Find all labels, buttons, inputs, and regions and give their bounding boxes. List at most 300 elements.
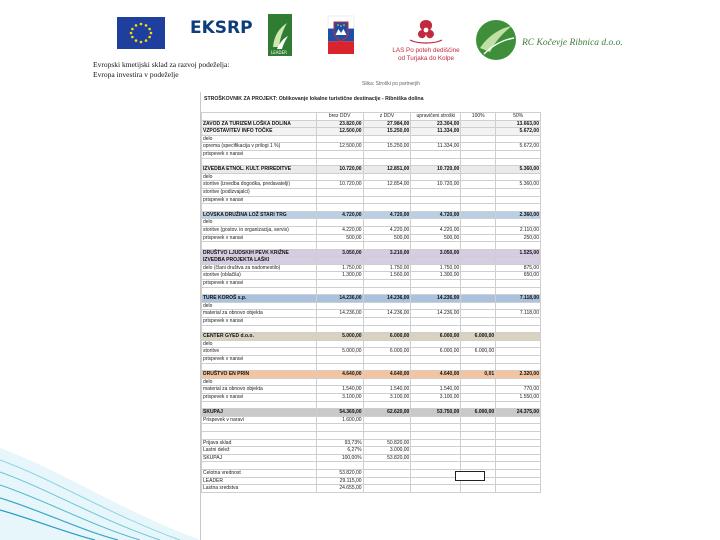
- table-cell: [411, 188, 461, 196]
- table-cell: [411, 196, 461, 204]
- table-cell: 14.236,00: [411, 310, 461, 318]
- slovenia-coat-of-arms-logo: [328, 16, 354, 54]
- table-cell: [363, 219, 411, 227]
- outlined-cell: [455, 471, 485, 481]
- table-cell: 1.540,00: [316, 386, 363, 394]
- table-cell: 4.720,00: [363, 211, 411, 219]
- table-cell: 1.600,00: [316, 416, 363, 424]
- table-cell: 100,00%: [316, 454, 363, 462]
- table-cell: [316, 173, 363, 181]
- table-cell: [363, 280, 411, 288]
- table-cell: [496, 378, 541, 386]
- table-cell: [363, 150, 411, 158]
- table-cell: [411, 204, 461, 212]
- rc-kocevje-ribnica-logo: [474, 18, 634, 62]
- table-cell: 3.210,00: [363, 249, 411, 257]
- table-cell: 10.720,00: [316, 181, 363, 189]
- table-section-row: [202, 249, 541, 257]
- table-cell: [316, 356, 363, 364]
- table-row: [202, 204, 541, 212]
- table-cell: 14.236,00: [316, 295, 363, 303]
- table-cell: 11.334,00: [411, 128, 461, 136]
- table-cell: 53.820,00: [316, 469, 363, 477]
- table-cell: 5.000,00: [316, 333, 363, 341]
- table-cell: delo: [202, 378, 317, 386]
- table-cell: [202, 242, 317, 250]
- table-cell: DRUŠTVO LJUDSKIH PEVK KRIŽNE: [202, 249, 317, 257]
- table-cell: 6.000,00: [411, 333, 461, 341]
- table-section-row: [202, 120, 541, 128]
- table-cell: [461, 401, 496, 409]
- table-cell: [461, 295, 496, 303]
- table-cell: 3.050,00: [316, 249, 363, 257]
- eksrp-logo: [190, 18, 253, 42]
- table-cell: [411, 363, 461, 371]
- slogan-line-2: Evropa investira v podeželje: [93, 70, 179, 79]
- decorative-waves: [0, 430, 200, 540]
- table-header-row: [202, 113, 541, 121]
- table-cell: [363, 363, 411, 371]
- table-cell: [411, 340, 461, 348]
- table-cell: [363, 356, 411, 364]
- table-cell: [461, 249, 496, 257]
- table-cell: [496, 242, 541, 250]
- table-cell: [496, 333, 541, 341]
- table-cell: 6.000,00: [461, 409, 496, 417]
- table-cell: [496, 356, 541, 364]
- table-cell: 4.720,00: [411, 211, 461, 219]
- table-row: [202, 378, 541, 386]
- table-cell: [363, 431, 411, 439]
- table-cell: [316, 188, 363, 196]
- table-row: [202, 287, 541, 295]
- table-cell: [316, 325, 363, 333]
- table-cell: [461, 386, 496, 394]
- table-cell: [202, 287, 317, 295]
- las-po-poteh-dediscine-logo: [392, 14, 460, 66]
- table-row: [202, 135, 541, 143]
- table-cell: 500,00: [363, 234, 411, 242]
- table-row: [202, 272, 541, 280]
- table-cell: [363, 485, 411, 493]
- table-cell: prispevek v naravi: [202, 356, 317, 364]
- table-cell: LOVSKA DRUŽINA LOŽ STARI TRG: [202, 211, 317, 219]
- table-cell: [411, 257, 461, 265]
- table-cell: 1.525,00: [496, 249, 541, 257]
- table-cell: [496, 431, 541, 439]
- table-cell: [496, 325, 541, 333]
- table-row: [202, 485, 541, 493]
- table-cell: [411, 439, 461, 447]
- table-section-row: [202, 128, 541, 136]
- table-section-row: [202, 333, 541, 341]
- table-cell: [496, 469, 541, 477]
- table-row: [202, 234, 541, 242]
- table-row: [202, 196, 541, 204]
- table-cell: TURE KOROŠ s.p.: [202, 295, 317, 303]
- table-cell: [496, 439, 541, 447]
- table-cell: [461, 257, 496, 265]
- table-section-row: [202, 409, 541, 417]
- table-cell: [411, 401, 461, 409]
- rc-logo-text: RC Kočevje Ribnica d.o.o.: [522, 38, 623, 48]
- table-cell: 10.720,00: [411, 166, 461, 174]
- sheet-title: STROŠKOVNIK ZA PROJEKT: Oblikovanje lokalne turistične destinacije - Ribniška dolina: [204, 96, 424, 102]
- table-row: [202, 431, 541, 439]
- table-cell: [316, 158, 363, 166]
- table-cell: 15.250,00: [363, 143, 411, 151]
- table-cell: [411, 302, 461, 310]
- table-cell: 5.360,00: [496, 166, 541, 174]
- table-cell: [316, 363, 363, 371]
- table-cell: [496, 135, 541, 143]
- table-cell: Prispevek v naravi: [202, 416, 317, 424]
- table-row: [202, 439, 541, 447]
- table-cell: 23.304,00: [411, 120, 461, 128]
- table-cell: [363, 340, 411, 348]
- table-cell: 6,27%: [316, 447, 363, 455]
- table-row: [202, 280, 541, 288]
- table-row: [202, 318, 541, 326]
- table-cell: [411, 173, 461, 181]
- table-cell: 6.000,00: [461, 333, 496, 341]
- table-section-row: [202, 211, 541, 219]
- table-cell: [461, 454, 496, 462]
- table-cell: storitve (oblačila): [202, 272, 317, 280]
- table-row: [202, 158, 541, 166]
- table-cell: 53.820,00: [363, 454, 411, 462]
- table-cell: [411, 287, 461, 295]
- table-cell: [316, 280, 363, 288]
- table-cell: 54.369,00: [316, 409, 363, 417]
- eksrp-logo-text: EKSRP: [190, 18, 253, 38]
- table-cell: [461, 310, 496, 318]
- table-cell: [496, 340, 541, 348]
- table-cell: [202, 401, 317, 409]
- table-cell: 1.750,00: [363, 264, 411, 272]
- table-cell: 4.220,00: [316, 226, 363, 234]
- table-cell: 14.236,00: [411, 295, 461, 303]
- spreadsheet-image: [200, 92, 541, 540]
- table-cell: [202, 363, 317, 371]
- table-cell: 15.250,00: [363, 128, 411, 136]
- table-cell: 2.320,00: [496, 371, 541, 379]
- table-row: [202, 447, 541, 455]
- table-cell: [461, 363, 496, 371]
- table-cell: [363, 325, 411, 333]
- table-row: [202, 226, 541, 234]
- table-cell: CENTER GYED d.o.o.: [202, 333, 317, 341]
- table-cell: [316, 378, 363, 386]
- table-cell: [461, 166, 496, 174]
- table-cell: [461, 318, 496, 326]
- table-section-row: [202, 257, 541, 265]
- table-cell: [461, 196, 496, 204]
- table-cell: [461, 211, 496, 219]
- table-cell: 5.000,00: [316, 348, 363, 356]
- table-row: [202, 181, 541, 189]
- table-cell: [461, 416, 496, 424]
- table-cell: VZPOSTAVITEV INFO TOČKE: [202, 128, 317, 136]
- table-section-row: [202, 166, 541, 174]
- table-cell: [461, 128, 496, 136]
- table-cell: delo (člani društva za nadomestilo): [202, 264, 317, 272]
- table-row: [202, 363, 541, 371]
- table-cell: delo: [202, 219, 317, 227]
- table-row: [202, 462, 541, 470]
- table-cell: 500,00: [411, 234, 461, 242]
- table-cell: 4.220,00: [411, 226, 461, 234]
- table-cell: [496, 454, 541, 462]
- table-cell: [496, 173, 541, 181]
- table-cell: [461, 188, 496, 196]
- table-cell: [461, 143, 496, 151]
- table-cell: [411, 416, 461, 424]
- table-cell: 3.100,00: [316, 393, 363, 401]
- table-cell: 3.050,00: [411, 249, 461, 257]
- table-cell: [496, 196, 541, 204]
- table-row: [202, 242, 541, 250]
- table-cell: [411, 219, 461, 227]
- table-cell: 3.100,00: [363, 393, 411, 401]
- table-cell: delo: [202, 173, 317, 181]
- table-cell: [461, 204, 496, 212]
- table-row: [202, 477, 541, 485]
- table-cell: 14.236,00: [363, 310, 411, 318]
- table-header-cell: z DDV: [363, 113, 411, 121]
- table-cell: delo: [202, 302, 317, 310]
- table-cell: [411, 477, 461, 485]
- table-cell: [411, 318, 461, 326]
- table-cell: [411, 469, 461, 477]
- table-cell: [411, 424, 461, 432]
- table-row: [202, 188, 541, 196]
- table-cell: [461, 280, 496, 288]
- slogan-line-1: Evropski kmetijski sklad za razvoj podeželja:: [93, 60, 230, 69]
- table-cell: [316, 150, 363, 158]
- table-cell: 2.360,00: [496, 211, 541, 219]
- table-cell: 12.500,00: [316, 128, 363, 136]
- table-cell: [461, 158, 496, 166]
- table-cell: [461, 439, 496, 447]
- table-row: [202, 393, 541, 401]
- table-cell: 4.640,00: [316, 371, 363, 379]
- table-cell: prispevek v naravi: [202, 393, 317, 401]
- table-cell: [461, 340, 496, 348]
- table-cell: [363, 257, 411, 265]
- table-cell: 12.854,00: [363, 181, 411, 189]
- table-cell: [363, 318, 411, 326]
- table-cell: SKUPAJ: [202, 454, 317, 462]
- table-cell: 14.236,00: [316, 310, 363, 318]
- table-cell: [363, 188, 411, 196]
- table-cell: [363, 196, 411, 204]
- table-cell: [363, 462, 411, 470]
- table-cell: prispevek v naravi: [202, 196, 317, 204]
- table-cell: [316, 431, 363, 439]
- table-cell: [461, 135, 496, 143]
- table-cell: [411, 454, 461, 462]
- table-cell: [363, 401, 411, 409]
- table-cell: material za obnovo objekta: [202, 310, 317, 318]
- table-cell: [411, 462, 461, 470]
- table-cell: [316, 287, 363, 295]
- table-row: [202, 219, 541, 227]
- table-cell: 5.672,00: [496, 143, 541, 151]
- eu-flag-logo: [117, 17, 165, 49]
- las-logo-text-line1: LAS Po poteh dediščine: [392, 47, 460, 54]
- table-cell: [363, 302, 411, 310]
- table-cell: [411, 150, 461, 158]
- table-cell: [411, 378, 461, 386]
- table-cell: 1.300,00: [316, 272, 363, 280]
- table-row: [202, 469, 541, 477]
- document-caption: Slika: Stroški po partnerjih: [362, 81, 421, 87]
- table-row: [202, 416, 541, 424]
- table-cell: Lastni delež: [202, 447, 317, 455]
- table-cell: [202, 462, 317, 470]
- table-cell: [461, 120, 496, 128]
- table-cell: prispevek v naravi: [202, 234, 317, 242]
- table-cell: 12.851,00: [363, 166, 411, 174]
- table-row: [202, 302, 541, 310]
- table-header-cell: 100%: [461, 113, 496, 121]
- table-cell: 2.110,00: [496, 226, 541, 234]
- table-row: [202, 424, 541, 432]
- table-row: [202, 310, 541, 318]
- table-cell: [496, 462, 541, 470]
- table-cell: 10.720,00: [316, 166, 363, 174]
- table-cell: [496, 485, 541, 493]
- table-cell: storitve (izvedba dogodka, predavatelji): [202, 181, 317, 189]
- table-cell: [411, 158, 461, 166]
- table-cell: [316, 257, 363, 265]
- table-cell: [496, 219, 541, 227]
- table-cell: [411, 447, 461, 455]
- table-cell: [202, 325, 317, 333]
- table-cell: [461, 393, 496, 401]
- table-cell: [461, 264, 496, 272]
- table-cell: oprema (specifikacija v prilogi 1 %): [202, 143, 317, 151]
- table-cell: delo: [202, 340, 317, 348]
- table-row: [202, 143, 541, 151]
- table-cell: [461, 462, 496, 470]
- table-cell: [316, 424, 363, 432]
- table-cell: 4.220,00: [363, 226, 411, 234]
- table-cell: [461, 242, 496, 250]
- table-cell: [461, 356, 496, 364]
- table-cell: 6.000,00: [461, 348, 496, 356]
- table-cell: [461, 173, 496, 181]
- table-cell: 250,00: [496, 234, 541, 242]
- table-cell: [496, 477, 541, 485]
- table-cell: 0,01: [461, 371, 496, 379]
- table-cell: [496, 348, 541, 356]
- table-cell: [496, 280, 541, 288]
- table-cell: 1.300,00: [411, 272, 461, 280]
- table-cell: [496, 424, 541, 432]
- table-cell: [363, 158, 411, 166]
- table-cell: [461, 302, 496, 310]
- table-cell: 1.750,00: [316, 264, 363, 272]
- table-cell: 11.334,00: [411, 143, 461, 151]
- table-cell: IZVEDBA PROJEKTA LAŠKI: [202, 257, 317, 265]
- table-cell: 770,00: [496, 386, 541, 394]
- table-cell: 7.118,00: [496, 310, 541, 318]
- table-cell: [316, 219, 363, 227]
- table-row: [202, 264, 541, 272]
- table-cell: [461, 485, 496, 493]
- table-cell: 6.000,00: [363, 348, 411, 356]
- las-logo-text-line2: od Turjaka do Kolpe: [397, 55, 455, 62]
- table-cell: 875,00: [496, 264, 541, 272]
- table-cell: [496, 447, 541, 455]
- table-cell: 7.118,00: [496, 295, 541, 303]
- table-cell: [496, 401, 541, 409]
- table-cell: [496, 416, 541, 424]
- table-cell: [202, 431, 317, 439]
- table-cell: [316, 401, 363, 409]
- table-cell: 53.750,00: [411, 409, 461, 417]
- table-cell: 1.550,00: [496, 393, 541, 401]
- table-cell: [316, 318, 363, 326]
- table-row: [202, 454, 541, 462]
- table-cell: [496, 204, 541, 212]
- table-cell: 12.500,00: [316, 143, 363, 151]
- table-cell: 4.640,00: [363, 371, 411, 379]
- table-cell: [411, 242, 461, 250]
- table-cell: [461, 226, 496, 234]
- table-cell: 1.750,00: [411, 264, 461, 272]
- table-row: [202, 173, 541, 181]
- table-cell: [411, 431, 461, 439]
- table-cell: [496, 363, 541, 371]
- table-cell: 6.000,00: [411, 348, 461, 356]
- table-cell: Prijava sklad: [202, 439, 317, 447]
- table-cell: LEADER: [202, 477, 317, 485]
- table-cell: ZAVOD ZA TURIZEM LOŠKA DOLINA: [202, 120, 317, 128]
- table-cell: [496, 302, 541, 310]
- table-cell: [363, 416, 411, 424]
- table-cell: [461, 447, 496, 455]
- table-cell: IZVEDBA ETNOL. KULT. PRIREDITVE: [202, 166, 317, 174]
- table-cell: [363, 135, 411, 143]
- table-cell: [363, 469, 411, 477]
- table-cell: delo: [202, 135, 317, 143]
- table-cell: 24.375,00: [496, 409, 541, 417]
- table-cell: [496, 257, 541, 265]
- table-cell: [202, 204, 317, 212]
- table-cell: 5.672,00: [496, 128, 541, 136]
- table-header-cell: 50%: [496, 113, 541, 121]
- leader-logo: [268, 14, 292, 56]
- table-cell: 650,00: [496, 272, 541, 280]
- table-cell: Lastna sredstva: [202, 485, 317, 493]
- table-cell: 27.984,00: [363, 120, 411, 128]
- table-cell: storitve (gostov. in organizacija, servis): [202, 226, 317, 234]
- table-cell: [496, 318, 541, 326]
- table-cell: 1.560,00: [363, 272, 411, 280]
- table-cell: 4.640,00: [411, 371, 461, 379]
- table-header-cell: [202, 113, 317, 121]
- cost-table: [201, 112, 541, 493]
- table-cell: [363, 204, 411, 212]
- table-row: [202, 348, 541, 356]
- table-cell: [363, 424, 411, 432]
- table-cell: 4.720,00: [316, 211, 363, 219]
- table-cell: 1.540,00: [363, 386, 411, 394]
- table-cell: [461, 325, 496, 333]
